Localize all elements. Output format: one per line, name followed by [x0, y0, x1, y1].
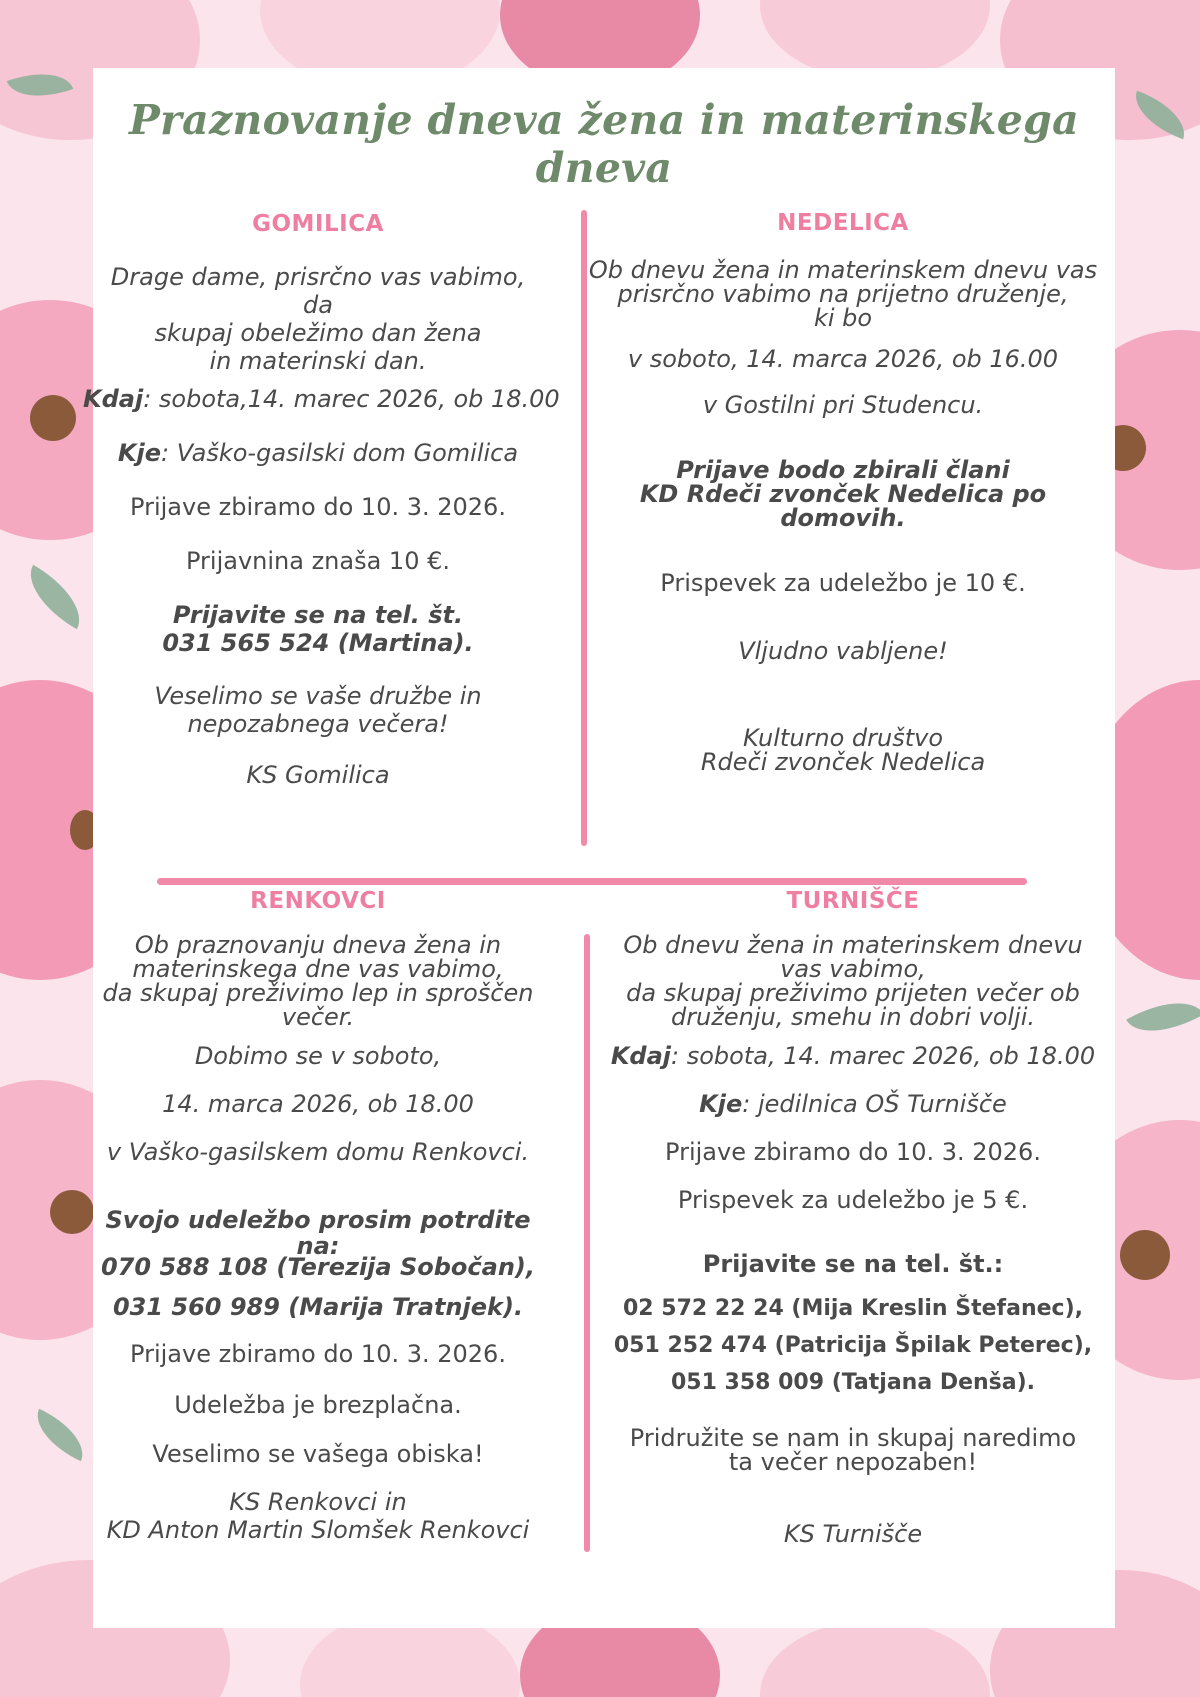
leaf-icon — [26, 1409, 93, 1462]
where-value: : Vaško-gasilski dom Gomilica — [161, 439, 519, 467]
intro-text — [93, 263, 543, 375]
intro-line: Ob praznovanju dneva žena in — [134, 931, 502, 959]
where-text — [93, 440, 543, 466]
closing-line: Pridružite se nam in skupaj naredimo — [629, 1424, 1077, 1452]
leaf-icon — [1126, 985, 1200, 1049]
intro-line: večer. — [281, 1003, 355, 1031]
where-label: Kje — [699, 1090, 743, 1118]
when-value: : sobota,14. marec 2026, ob 18.00 — [143, 385, 560, 413]
closing-text — [93, 682, 543, 738]
contact-label: Prijavite se na tel. št.: — [702, 1250, 1004, 1278]
intro-line: prisrčno vabimo na prijetno druženje, — [617, 280, 1069, 308]
date-text: 14. marca 2026, ob 18.00 — [162, 1090, 474, 1118]
place-text: v Gostilni pri Studencu. — [702, 391, 984, 419]
fee-text: Prijavnina znaša 10 €. — [185, 547, 450, 575]
registration-text: Prijave zbiramo do 10. 3. 2026. — [130, 493, 506, 521]
signature-line: Rdeči zvonček Nedelica — [700, 748, 986, 776]
intro-line: druženju, smehu in dobri volji. — [670, 1003, 1036, 1031]
section-heading: TURNIŠČE — [786, 888, 920, 914]
fee-text: Prispevek za udeležbo je 10 €. — [660, 569, 1026, 597]
signature: KS Turnišče — [783, 1520, 923, 1548]
date-text: v soboto, 14. marca 2026, ob 16.00 — [627, 345, 1059, 373]
signature — [603, 726, 1083, 774]
where-text — [603, 1091, 1103, 1117]
when-text — [593, 1043, 1113, 1069]
intro-line: in materinski dan. — [209, 347, 427, 375]
contact-line: 070 588 108 (Terezija Sobočan), — [100, 1253, 535, 1281]
intro-line: Ob dnevu žena in materinskem dnevu — [623, 931, 1083, 959]
contact-line: Prijavite se na tel. št. — [172, 601, 464, 629]
contact-line: 051 358 009 (Tatjana Denša). — [670, 1370, 1036, 1395]
where-value: : jedilnica OŠ Turnišče — [742, 1090, 1007, 1118]
contact-line: 02 572 22 24 (Mija Kreslin Štefanec), — [623, 1296, 1083, 1321]
contacts-text — [93, 1247, 543, 1327]
section-heading: NEDELICA — [777, 210, 909, 236]
contact-line: 051 252 474 (Patricija Špilak Peterec), — [613, 1333, 1093, 1358]
meet-text: Dobimo se v soboto, — [194, 1042, 442, 1070]
intro-line: Ob dnevu žena in materinskem dnevu vas — [588, 256, 1098, 284]
divider-horizontal — [157, 878, 1027, 885]
intro-line: da skupaj preživimo lep in sproščen — [102, 979, 534, 1007]
section-heading: GOMILICA — [252, 211, 384, 237]
intro-line: da skupaj preživimo prijeten večer ob — [626, 979, 1080, 1007]
contact-line: 031 565 524 (Martina). — [162, 629, 474, 657]
where-label: Kje — [117, 439, 162, 467]
leaf-icon — [16, 565, 94, 629]
divider-vertical-bottom — [584, 934, 590, 1552]
fee-text: Udeležba je brezplačna. — [174, 1391, 462, 1419]
signature: KS Gomilica — [246, 761, 390, 789]
fee-text: Prispevek za udeležbo je 5 €. — [677, 1186, 1029, 1214]
intro-line: skupaj obeležimo dan žena — [154, 319, 482, 347]
registration-text: Prijave zbiramo do 10. 3. 2026. — [130, 1340, 506, 1368]
when-label: Kdaj — [610, 1042, 672, 1070]
contact-text — [93, 601, 543, 657]
signature-line: KS Renkovci in — [229, 1488, 407, 1516]
closing-line: Veselimo se vaše družbe in — [154, 682, 482, 710]
confirm-text: Svojo udeležbo prosim potrdite na: — [105, 1206, 531, 1261]
intro-line: ki bo — [813, 304, 873, 332]
intro-text — [583, 258, 1103, 330]
closing-line: ta večer nepozaben! — [728, 1448, 978, 1476]
closing-line: nepozabnega večera! — [187, 710, 449, 738]
when-text — [83, 385, 560, 413]
intro-line: vas vabimo, — [780, 955, 926, 983]
place-text: v Vaško-gasilskem domu Renkovci. — [106, 1138, 530, 1166]
registration-text — [603, 458, 1083, 530]
signature-line: Kulturno društvo — [742, 724, 944, 752]
registration-line: Prijave bodo zbirali člani — [676, 456, 1010, 484]
section-heading: RENKOVCI — [250, 888, 386, 914]
registration-line: domovih. — [780, 504, 906, 532]
contact-line: 031 560 989 (Marija Tratnjek). — [112, 1293, 524, 1321]
invitation-card — [83, 68, 1115, 1628]
registration-text: Prijave zbiramo do 10. 3. 2026. — [665, 1138, 1041, 1166]
closing-text: Veselimo se vašega obiska! — [152, 1440, 484, 1468]
signature — [73, 1488, 563, 1544]
intro-text — [603, 933, 1103, 1029]
intro-line: Drage dame, prisrčno vas vabimo, da — [110, 263, 526, 319]
closing-text — [593, 1426, 1113, 1474]
contacts-text — [593, 1290, 1113, 1401]
when-label: Kdaj — [83, 385, 144, 413]
registration-line: KD Rdeči zvonček Nedelica po — [639, 480, 1047, 508]
when-value: : sobota, 14. marec 2026, ob 18.00 — [671, 1042, 1096, 1070]
intro-text — [93, 933, 543, 1029]
page-title: Praznovanje dneva žena in materinskega dneva — [129, 96, 1079, 192]
signature-line: KD Anton Martin Slomšek Renkovci — [106, 1516, 530, 1544]
greeting-text: Vljudno vabljene! — [738, 637, 948, 665]
intro-line: materinskega dne vas vabimo, — [132, 955, 504, 983]
